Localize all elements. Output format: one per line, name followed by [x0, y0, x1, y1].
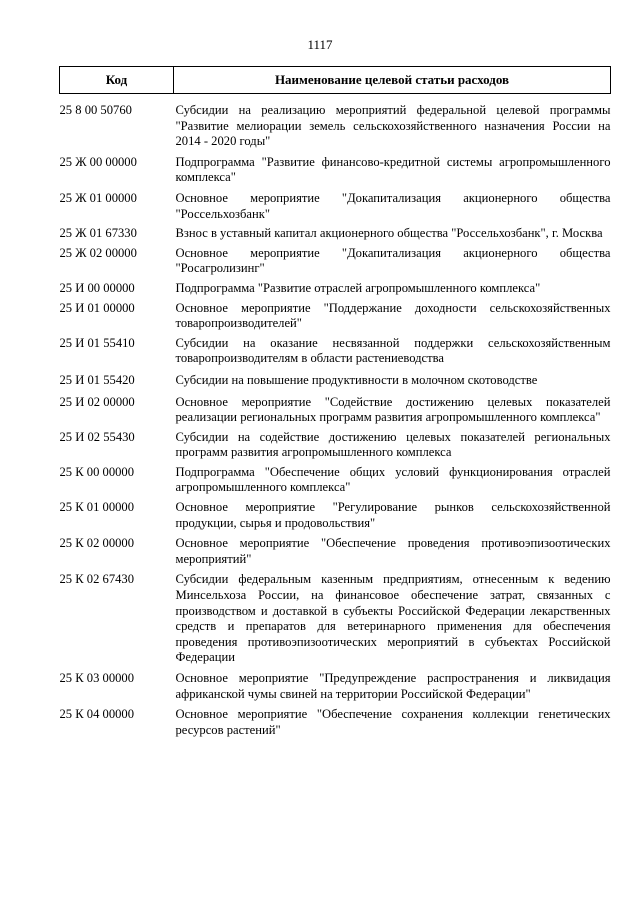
- row-code: 25 Ж 00 00000: [59, 154, 137, 169]
- row-code: 25 И 01 55420: [59, 372, 135, 387]
- row-name: Подпрограмма "Обеспечение общих условий функционирования отраслей агропромышленного комплекса": [175, 464, 611, 495]
- row-code: 25 К 02 67430: [59, 572, 135, 587]
- row-code: 25 К 04 00000: [59, 707, 135, 722]
- row-code: 25 И 01 55410: [59, 335, 135, 350]
- row-code: 25 И 02 00000: [59, 394, 135, 409]
- table-row: [60, 461, 611, 496]
- row-name: Основное мероприятие "Обеспечение сохранения коллекции генетических ресурсов растений": [175, 707, 611, 737]
- table-body: [60, 94, 611, 739]
- table-row: [60, 367, 611, 389]
- row-code: 25 К 01 00000: [59, 500, 135, 515]
- header-name: Наименование целевой статьи расходов: [174, 67, 611, 94]
- row-name: Основное мероприятие "Содействие достижению целевых показателей реализации региональных программ развития агропромышленного комплекса": [175, 394, 611, 425]
- row-name: Субсидии на содействие достижению целевых показателей региональных программ развития агропромышленного комплекса: [175, 429, 611, 460]
- row-name: Субсидии на повышение продуктивности в молочном скотоводстве: [175, 372, 538, 387]
- table-row: [60, 426, 611, 461]
- row-name: Основное мероприятие "Докапитализация акционерного общества "Росагролизинг": [175, 245, 611, 276]
- row-name: Взнос в уставный капитал акционерного общества "Россельхозбанк", г. Москва: [175, 226, 603, 241]
- table-row: [60, 702, 611, 738]
- table-row: [60, 222, 611, 242]
- row-name: Основное мероприятие "Обеспечение проведения противоэпизоотических мероприятий": [175, 536, 611, 566]
- row-name: Подпрограмма "Развитие отраслей агропромышленного комплекса": [175, 280, 541, 295]
- table-row: [60, 531, 611, 567]
- row-code: 25 И 00 00000: [59, 280, 135, 295]
- table-row: [60, 332, 611, 367]
- row-code: 25 К 03 00000: [59, 671, 135, 685]
- row-code: 25 И 01 00000: [59, 300, 135, 315]
- table-row: [60, 99, 611, 150]
- table-row: [60, 277, 611, 297]
- row-name: Субсидии на оказание несвязанной поддержки сельскохозяйственным товаропроизводителям в области растениеводства: [175, 335, 611, 366]
- table-row: [60, 242, 611, 277]
- row-code: 25 К 02 00000: [59, 536, 135, 551]
- row-code: 25 Ж 01 00000: [59, 190, 137, 205]
- table-row: [60, 567, 611, 666]
- row-code: 25 Ж 02 00000: [59, 245, 137, 260]
- row-name: Основное мероприятие "Регулирование рынков сельскохозяйственной продукции, сырья и продовольствия": [175, 500, 611, 530]
- table-row: [60, 186, 611, 222]
- table-header-row: [60, 67, 611, 94]
- budget-classification-table: [59, 66, 611, 738]
- row-code: 25 К 00 00000: [59, 464, 135, 479]
- row-code: 25 И 02 55430: [59, 429, 135, 444]
- row-code: 25 Ж 01 67330: [59, 226, 137, 241]
- table-row: [60, 666, 611, 702]
- table-row: [60, 297, 611, 332]
- table-row: [60, 389, 611, 426]
- row-code: 25 8 00 50760: [59, 103, 132, 117]
- table-row: [60, 496, 611, 531]
- table-row: [60, 150, 611, 186]
- page-number: 1117: [307, 37, 333, 52]
- header-code: Код: [60, 67, 174, 94]
- row-name: Подпрограмма "Развитие финансово-кредитной системы агропромышленного комплекса": [175, 154, 611, 185]
- row-name: Субсидии на реализацию мероприятий федеральной целевой программы "Развитие мелиорации земель сельскохозяйственного назначения России на 2014 - 2020 годы": [175, 103, 611, 149]
- row-name: Основное мероприятие "Поддержание доходности сельскохозяйственных товаропроизводителей": [175, 300, 611, 331]
- row-name: Субсидии федеральным казенным предприятиям, отнесенным к ведению Минсельхоза России, на финансовое обеспечение затрат, связанных с производством и доставкой в субъекты Российской Федерации лекарственных средств и препаратов для ветеринарного применения для обеспечения проведения противоэпизоотических мероприятий в субъектах Российской Федерации: [175, 572, 611, 665]
- row-name: Основное мероприятие "Докапитализация акционерного общества "Россельхозбанк": [175, 190, 611, 221]
- row-name: Основное мероприятие "Предупреждение распространения и ликвидация африканской чумы свиней на территории Российской Федерации": [175, 671, 611, 701]
